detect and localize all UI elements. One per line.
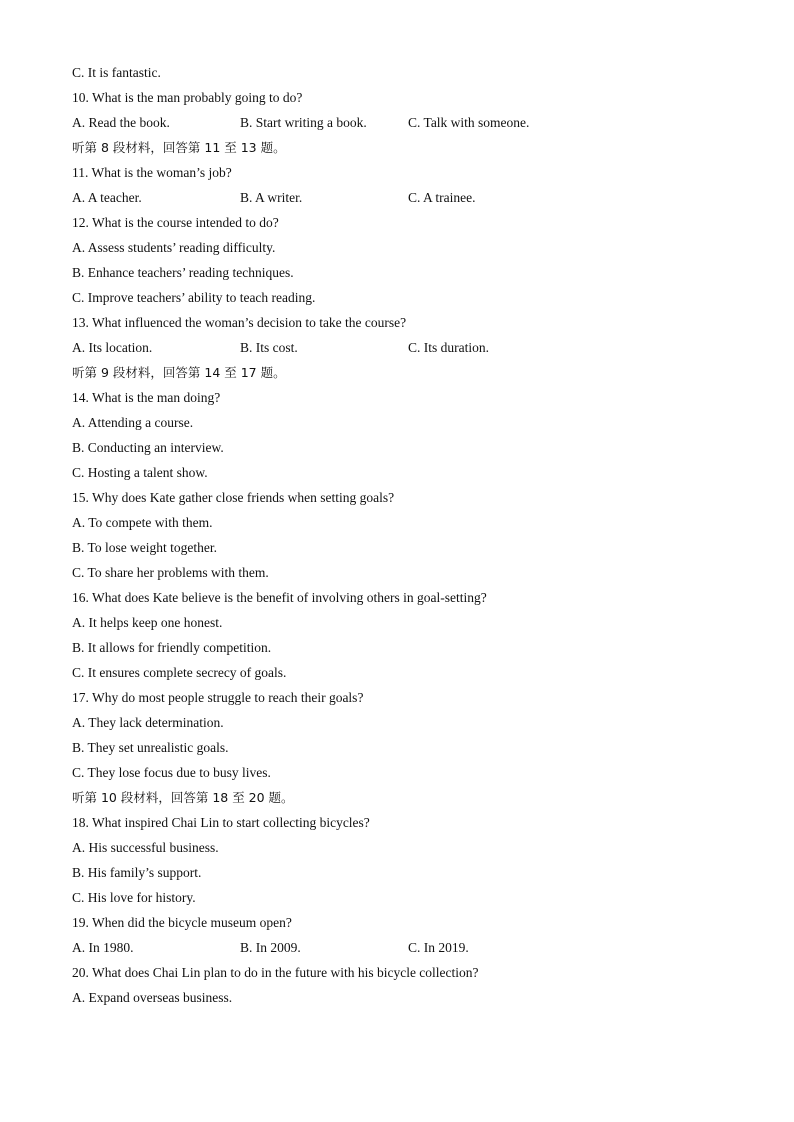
answer-option: A. Expand overseas business. [72, 990, 233, 1005]
answer-option: B. Enhance teachers’ reading techniques. [72, 265, 294, 280]
answer-option: C. It is fantastic. [72, 65, 161, 80]
options-row [72, 113, 752, 138]
answer-option: B. They set unrealistic goals. [72, 740, 229, 755]
answer-option: B. Conducting an interview. [72, 440, 224, 455]
option-text: B. Start writing a book. [240, 115, 367, 130]
question-text: 10. What is the man probably going to do? [72, 90, 303, 105]
section-instruction: 听第 9 段材料，回答第 14 至 17 题。 [72, 365, 286, 380]
answer-option: C. Improve teachers’ ability to teach reading. [72, 290, 316, 305]
question-text: 15. Why does Kate gather close friends when setting goals? [72, 490, 395, 505]
answer-option: B. His family’s support. [72, 865, 202, 880]
option-text: A. In 1980. [72, 940, 134, 955]
section-instruction: 听第 8 段材料，回答第 11 至 13 题。 [72, 140, 286, 155]
answer-option: C. Hosting a talent show. [72, 465, 208, 480]
answer-option: C. They lose focus due to busy lives. [72, 765, 271, 780]
answer-option: B. It allows for friendly competition. [72, 640, 272, 655]
answer-option: A. They lack determination. [72, 715, 224, 730]
options-row [72, 338, 752, 363]
option-text: B. Its cost. [240, 340, 298, 355]
question-text: 13. What influenced the woman’s decision to take the course? [72, 315, 407, 330]
answer-option: C. It ensures complete secrecy of goals. [72, 665, 287, 680]
option-text: C. Its duration. [408, 340, 489, 355]
question-text: 17. Why do most people struggle to reach their goals? [72, 690, 364, 705]
options-row [72, 188, 752, 213]
option-text: C. Talk with someone. [408, 115, 530, 130]
question-text: 18. What inspired Chai Lin to start collecting bicycles? [72, 815, 370, 830]
answer-option: A. Assess students’ reading difficulty. [72, 240, 276, 255]
option-text: A. Its location. [72, 340, 153, 355]
option-text: B. A writer. [240, 190, 303, 205]
question-text: 14. What is the man doing? [72, 390, 221, 405]
option-text: B. In 2009. [240, 940, 301, 955]
option-text: A. Read the book. [72, 115, 170, 130]
question-text: 11. What is the woman’s job? [72, 165, 232, 180]
answer-option: C. His love for history. [72, 890, 196, 905]
question-list [72, 63, 752, 1013]
question-text: 19. When did the bicycle museum open? [72, 915, 292, 930]
answer-option: A. To compete with them. [72, 515, 213, 530]
option-text: A. A teacher. [72, 190, 142, 205]
answer-option: A. It helps keep one honest. [72, 615, 223, 630]
answer-option: A. His successful business. [72, 840, 219, 855]
question-text: 16. What does Kate believe is the benefit of involving others in goal-setting? [72, 590, 487, 605]
option-text: C. A trainee. [408, 190, 476, 205]
question-text: 12. What is the course intended to do? [72, 215, 279, 230]
options-row [72, 938, 752, 963]
answer-option: A. Attending a course. [72, 415, 194, 430]
option-text: C. In 2019. [408, 940, 469, 955]
question-text: 20. What does Chai Lin plan to do in the future with his bicycle collection? [72, 965, 479, 980]
answer-option: C. To share her problems with them. [72, 565, 269, 580]
section-instruction: 听第 10 段材料，回答第 18 至 20 题。 [72, 790, 294, 805]
answer-option: B. To lose weight together. [72, 540, 218, 555]
